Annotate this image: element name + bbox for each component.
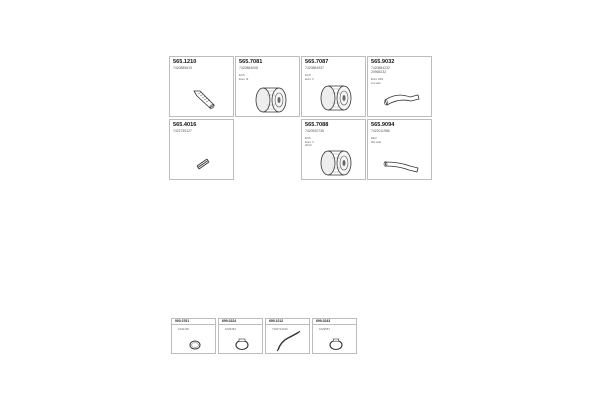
- oem-number: 1629557: [319, 327, 330, 331]
- part-number: 699.0224: [222, 319, 237, 323]
- part-number: 565.1210: [173, 59, 197, 65]
- silencer-icon: [318, 148, 354, 178]
- oem-number: 7420884232 20965232: [371, 66, 390, 74]
- part-card[interactable]: [367, 119, 432, 180]
- ring-clamp-icon: [188, 339, 202, 351]
- tailpipe-icon: [382, 156, 422, 176]
- part-number: 699.1012: [269, 319, 284, 323]
- part-card[interactable]: [169, 119, 234, 180]
- part-number: 699.0243: [316, 319, 331, 323]
- hose-icon: [274, 330, 302, 352]
- part-notes: EEV RH side: [371, 136, 382, 144]
- oem-number: 7420885619: [173, 66, 192, 70]
- oem-number: 7420884937: [305, 66, 324, 70]
- flex-pipe-icon: [190, 85, 220, 111]
- parts-grid: [169, 56, 433, 180]
- oem-number: 7420714430: [272, 327, 288, 331]
- part-number: 565.7087: [305, 59, 329, 65]
- oem-number: 7420884008: [239, 66, 258, 70]
- silencer-icon: [253, 85, 289, 115]
- part-card[interactable]: [301, 119, 366, 180]
- band-clamp-icon: [327, 338, 345, 351]
- band-clamp-icon: [233, 338, 251, 351]
- part-number: 565.9094: [371, 122, 395, 128]
- part-number: 565.4016: [173, 122, 197, 128]
- accessory-card[interactable]: [265, 318, 310, 354]
- oem-number: 1632106: [178, 327, 189, 331]
- part-notes: EC5 Euro III: [239, 73, 249, 81]
- part-number: 900.0761: [175, 319, 190, 323]
- part-number: 565.9032: [371, 59, 395, 65]
- oem-number: 7422735127: [173, 129, 192, 133]
- part-notes: EC5 Euro V 2013: [305, 136, 314, 148]
- silencer-icon: [318, 83, 354, 113]
- part-number: 565.7081: [239, 59, 263, 65]
- accessories-strip: [171, 318, 357, 354]
- accessory-card[interactable]: [171, 318, 216, 354]
- part-card[interactable]: [235, 56, 300, 117]
- part-notes: EC5 Euro V: [305, 73, 314, 81]
- part-notes: Euro 3&5 LH side: [371, 77, 384, 85]
- accessory-card[interactable]: [218, 318, 263, 354]
- clamp-icon: [195, 156, 211, 170]
- oem-number: 7422011986: [371, 129, 390, 133]
- part-card[interactable]: [169, 56, 234, 117]
- part-number: 565.7088: [305, 122, 329, 128]
- oem-number: 7420920735: [305, 129, 324, 133]
- accessory-card[interactable]: [312, 318, 357, 354]
- tailpipe-icon: [382, 90, 422, 110]
- oem-number: 1629454: [225, 327, 236, 331]
- part-card[interactable]: [367, 56, 432, 117]
- part-card[interactable]: [301, 56, 366, 117]
